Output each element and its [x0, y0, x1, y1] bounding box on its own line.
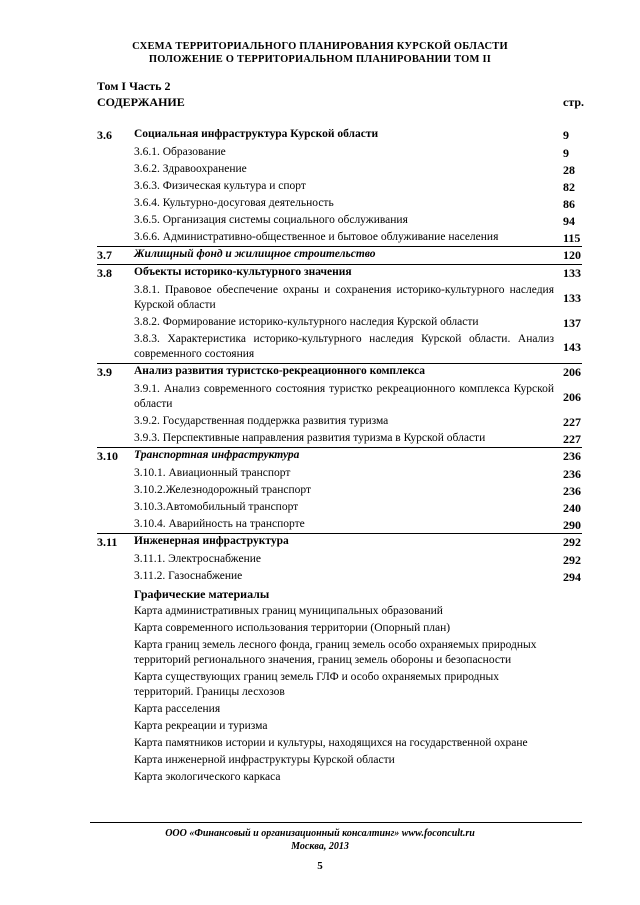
- graphics-item: Карта памятников истории и культуры, находящихся на государственной охране: [134, 737, 528, 749]
- toc-page-number: 120: [563, 247, 581, 262]
- header-line-2: ПОЛОЖЕНИЕ О ТЕРРИТОРИАЛЬНОМ ПЛАНИРОВАНИИ ТОМ II: [148, 54, 492, 65]
- document-footer: [0, 827, 640, 853]
- toc-entry-title: 3.11.2. Газоснабжение: [134, 570, 243, 582]
- section-divider: [97, 533, 582, 534]
- footer-line-2: Москва, 2013: [291, 841, 349, 852]
- graphics-item: Карта границ земель лесного фонда, границ земель особо охраняемых природных территорий регионального значения, границ земель обороны и безопасности: [134, 639, 537, 666]
- toc-page-number: 240: [563, 500, 581, 515]
- toc-entry-title: 3.8.3. Характеристика историко-культурного наследия Курской области. Анализ современного состояния: [134, 333, 554, 360]
- toc-section-number: 3.9: [97, 365, 112, 379]
- toc-section-row: [0, 264, 640, 282]
- toc-subsection-row: [0, 430, 640, 447]
- toc-entry-title: 3.6.3. Физическая культура и спорт: [134, 180, 306, 192]
- toc-section-row: [0, 363, 640, 381]
- toc-entry-title: 3.6.4. Культурно-досуговая деятельность: [134, 197, 334, 209]
- toc-page-number: 137: [563, 315, 581, 330]
- toc-subsection-row: [0, 381, 640, 413]
- toc-subsection-row: [0, 551, 640, 568]
- toc-subsection-row: [0, 229, 640, 246]
- toc-entry-title: Инженерная инфраструктура: [134, 535, 289, 547]
- toc-entry-title: 3.9.3. Перспективные направления развития туризма в Курской области: [134, 432, 486, 444]
- page-column-label: стр.: [563, 95, 585, 109]
- toc-page-number: 206: [563, 364, 581, 379]
- toc-page-number: 133: [563, 265, 581, 280]
- toc-entry-title: 3.8.2. Формирование историко-культурного наследия Курской области: [134, 316, 479, 328]
- toc-section-number: 3.6: [97, 128, 112, 142]
- graphics-heading: Графические материалы: [134, 587, 270, 601]
- toc-section-row: [0, 533, 640, 551]
- toc-entry-title: 3.9.2. Государственная поддержка развития туризма: [134, 415, 389, 427]
- toc-page-number: 115: [563, 230, 581, 245]
- toc-section-number: 3.11: [97, 535, 118, 549]
- toc-section-number: 3.10: [97, 449, 118, 463]
- toc-page-number: 94: [563, 213, 575, 228]
- toc-subsection-row: [0, 482, 640, 499]
- toc-subsection-row: [0, 314, 640, 331]
- toc-entry-title: 3.11.1. Электроснабжение: [134, 553, 261, 565]
- toc-subsection-row: [0, 568, 640, 585]
- section-divider: [97, 447, 582, 448]
- toc-entry-title: Жилищный фонд и жилищное строительство: [134, 248, 376, 260]
- toc-page-number: 28: [563, 162, 575, 177]
- toc-page-number: 133: [563, 291, 581, 305]
- graphics-item: Карта экологического каркаса: [134, 771, 281, 783]
- toc-entry-title: 3.6.5. Организация системы социального обслуживания: [134, 214, 408, 226]
- toc-page-number: 227: [563, 414, 581, 429]
- volume-label: Том I Часть 2: [97, 79, 171, 93]
- toc-page-number: 82: [563, 179, 575, 194]
- footer-divider: [90, 822, 582, 823]
- toc-page-number: 86: [563, 196, 575, 211]
- toc-page-number: 294: [563, 569, 581, 584]
- toc-entry-title: Анализ развития туристско-рекреационного комплекса: [134, 365, 425, 377]
- toc-subsection-row: [0, 195, 640, 212]
- toc-subsection-row: [0, 178, 640, 195]
- toc-page-number: 143: [563, 340, 581, 354]
- toc-section-number: 3.7: [97, 248, 112, 262]
- toc-entry-title: Социальная инфраструктура Курской области: [134, 128, 379, 140]
- toc-section-row: [0, 246, 640, 264]
- toc-subsection-row: [0, 144, 640, 161]
- toc-page-number: 292: [563, 552, 581, 567]
- toc-entry-title: 3.10.3.Автомобильный транспорт: [134, 501, 299, 513]
- section-divider: [97, 363, 582, 364]
- toc-page-number: 206: [563, 390, 581, 404]
- section-divider: [97, 246, 582, 247]
- toc-entry-title: 3.6.6. Административно-общественное и бытовое облуживание населения: [134, 231, 499, 243]
- toc-subsection-row: [0, 212, 640, 229]
- toc-page-number: 236: [563, 483, 581, 498]
- contents-heading: СОДЕРЖАНИЕ: [97, 95, 185, 109]
- page-number: 5: [317, 860, 323, 872]
- toc-entry-title: Транспортная инфраструктура: [134, 449, 300, 461]
- toc-subsection-row: [0, 331, 640, 363]
- graphics-item: Карта административных границ муниципальных образований: [134, 605, 443, 617]
- toc-section-row: [0, 447, 640, 465]
- table-of-contents: [0, 126, 640, 786]
- graphics-item: Карта современного использования территории (Опорный план): [134, 622, 451, 634]
- toc-entry-title: 3.6.2. Здравоохранение: [134, 163, 247, 175]
- toc-entry-title: 3.8.1. Правовое обеспечение охраны и сохранения историко-культурного наследия Курской области: [134, 284, 554, 311]
- toc-section-row: [0, 126, 640, 144]
- toc-section-number: 3.8: [97, 266, 112, 280]
- toc-subsection-row: [0, 161, 640, 178]
- toc-entry-title: 3.10.4. Аварийность на транспорте: [134, 518, 305, 530]
- toc-page-number: 9: [563, 127, 569, 142]
- toc-page-number: 227: [563, 431, 581, 446]
- toc-subsection-row: [0, 516, 640, 533]
- graphics-item: Карта существующих границ земель ГЛФ и особо охраняемых природных территорий. Границы лесхозов: [134, 671, 499, 698]
- toc-entry-title: 3.10.1. Авиационный транспорт: [134, 467, 291, 479]
- toc-subsection-row: [0, 465, 640, 482]
- toc-entry-title: 3.6.1. Образование: [134, 146, 226, 158]
- toc-page-number: 236: [563, 448, 581, 463]
- toc-page-number: 290: [563, 517, 581, 532]
- toc-entry-title: Объекты историко-культурного значения: [134, 266, 352, 278]
- toc-page-number: 9: [563, 145, 569, 160]
- graphics-item: Карта расселения: [134, 703, 221, 715]
- toc-subsection-row: [0, 282, 640, 314]
- toc-subsection-row: [0, 413, 640, 430]
- section-divider: [97, 264, 582, 265]
- toc-entry-title: 3.10.2.Железнодорожный транспорт: [134, 484, 312, 496]
- header-line-1: СХЕМА ТЕРРИТОРИАЛЬНОГО ПЛАНИРОВАНИЯ КУРСКОЙ ОБЛАСТИ: [132, 41, 508, 52]
- document-header: [0, 40, 640, 66]
- toc-subsection-row: [0, 499, 640, 516]
- toc-entry-title: 3.9.1. Анализ современного состояния туристко рекреационного комплекса Курской области: [134, 383, 554, 410]
- toc-page-number: 236: [563, 466, 581, 481]
- graphics-item: Карта инженерной инфраструктуры Курской области: [134, 754, 395, 766]
- footer-line-1: ООО «Финансовый и организационный консалтинг» www.foconcult.ru: [165, 828, 475, 839]
- toc-page-number: 292: [563, 534, 581, 549]
- graphics-item: Карта рекреации и туризма: [134, 720, 268, 732]
